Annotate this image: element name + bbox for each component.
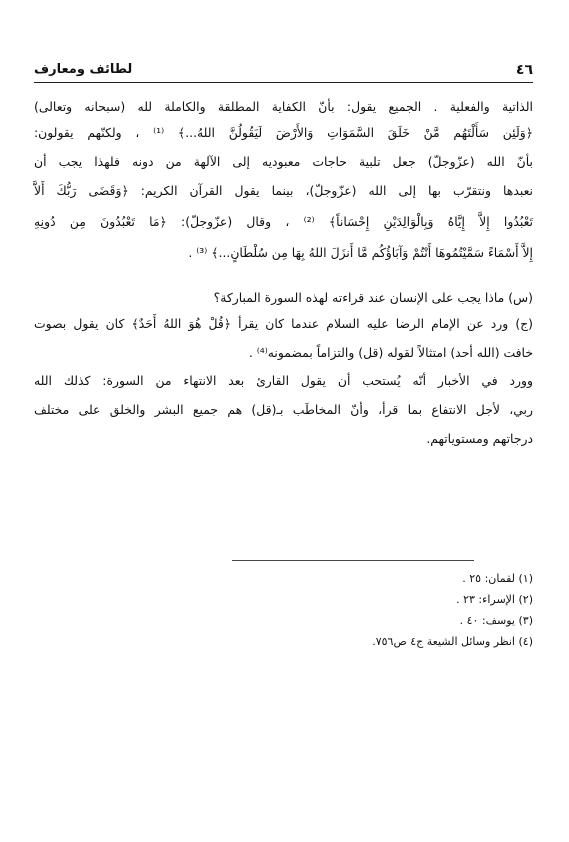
question-line: (س) ماذا يجب على الإنسان عند قراءته لهذه السورة المباركة؟ xyxy=(213,290,533,305)
page-header xyxy=(34,62,533,80)
text-line: الذاتية والفعلية . الجميع يقول: بأنّ الكفاية المطلقة والكاملة لله (سبحانه وتعالى) xyxy=(34,99,533,114)
text-line: وورد في الأخبار أنّه يُستحب أن يقول القارئ بعد الانتهاء من السورة: كذلك الله xyxy=(34,373,533,388)
text-line: نعبدها ونتقرّب بها إلى الله (عزّوجلّ)، بينما يقول القرآن الكريم: ﴿وَقَضَى رَبُّكَ أَلاَّ xyxy=(34,183,533,198)
footnote: (١) لقمان: ٢٥ . xyxy=(462,572,533,585)
text-line: بأنّ الله (عزّوجلّ) جعل تلبية حاجات معبوديه إلى الآلهة من دونه فلهذا يجب أن xyxy=(34,154,533,169)
answer-line: (ج) ورد عن الإمام الرضا عليه السلام عندما كان يقرأ ﴿قُلْ هُوَ اللهُ أَحَدٌ﴾ كان يقول بصوت xyxy=(34,316,533,331)
footnote: (٤) انظر وسائل الشيعة ج٤ ص٧٥٦. xyxy=(372,635,533,648)
text-line: ربي، لأجل الانتفاع بما قرأ، وأنّ المخاطَب بـ(قل) هم جميع البشر والخلق على مختلف xyxy=(34,402,533,417)
page-number: ٤٦ xyxy=(515,62,533,78)
text-line: خافت (الله أحد) امتثالاً لقوله (قل) والتزاماً بمضمونه⁽⁴⁾ . xyxy=(248,345,533,360)
text-line: درجاتهم ومستوياتهم. xyxy=(426,431,533,446)
footnote: (٢) الإسراء: ٢٣ . xyxy=(456,593,533,606)
text-line: إِلاَّ أَسْمَاءً سَمَّيْتُمُوهَا أَنْتُمْ وَآبَاؤُكُم مَّا أَنزَلَ اللهُ بِهَا مِن سُلْطَانٍ...﴾ ⁽³⁾ . xyxy=(188,245,533,260)
footnote: (٣) يوسف: ٤٠ . xyxy=(459,614,533,627)
footnote-divider xyxy=(232,560,474,561)
running-title: لطائف ومعارف xyxy=(34,62,133,77)
text-line: ﴿وَلَئِن سَأَلْتَهُم مَّنْ خَلَقَ السَّمَوَاتِ وَالأَرْضَ لَيَقُولُنَّ اللهُ...﴾ ⁽¹⁾ ، ولكنّهم يقولون: xyxy=(34,125,533,140)
header-divider xyxy=(34,82,533,83)
text-line: تَعْبُدُوا إِلاَّ إِيَّاهُ وَبِالْوَالِدَيْنِ إِحْسَاناً﴾ ⁽²⁾ ، وقال (عزّوجلّ): ﴿مَا تَعْبُدُونَ مِن دُونِهِ xyxy=(34,214,533,229)
